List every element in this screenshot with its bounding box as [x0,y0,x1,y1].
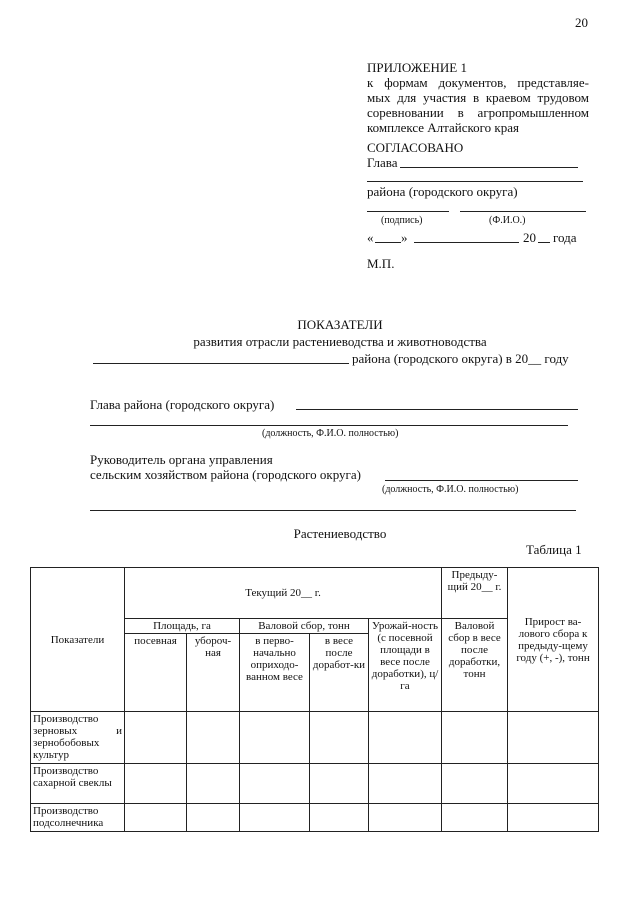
approval-head-line-2[interactable] [367,181,583,182]
agri-head-line[interactable] [385,480,578,481]
name-caption: (Ф.И.О.) [489,215,526,226]
header-prev-year: Предыду-щий 20__ г. [442,568,508,619]
head-of-district-line-2[interactable] [90,425,568,426]
head-of-district-line[interactable] [296,409,578,410]
agri-head-line-2[interactable] [90,510,576,511]
approval-title: СОГЛАСОВАНО [367,140,464,155]
appendix-title: ПРИЛОЖЕНИЕ 1 [367,60,467,75]
table-cell[interactable] [187,764,240,804]
header-area-harvest: убороч-ная [187,634,240,712]
row-label-sunflower: Производство подсолнечника [31,804,125,832]
row-label-sugar-beet: Производство сахарной свеклы [31,764,125,804]
table-cell[interactable] [442,764,508,804]
table-row [31,712,599,764]
table-cell[interactable] [369,764,442,804]
name-line[interactable] [460,211,586,212]
appendix-block [367,60,589,135]
table-row [31,804,599,832]
approval-head-label: Глава [367,155,398,170]
table-cell[interactable] [310,764,369,804]
seal-label: М.П. [367,256,395,271]
crop-indicators-table [30,567,599,832]
header-gross-initial: в перво-начально оприходо-ванном весе [240,634,310,712]
appendix-line-2: мых для участия в краевом трудовом [367,90,589,105]
row-label-grain: Производство зерновых и зернобобовых культур [31,712,125,764]
table-label: Таблица 1 [526,542,582,557]
document-title: ПОКАЗАТЕЛИ [297,317,383,332]
table-cell[interactable] [508,804,599,832]
section-title: Растениеводство [293,526,387,541]
date-year-prefix: 20 [523,230,536,245]
header-indicators: Показатели [31,568,125,712]
table-row [31,764,599,804]
signature-caption: (подпись) [381,215,423,226]
appendix-line-4: комплексе Алтайского края [367,120,519,135]
date-year-line[interactable] [538,242,550,243]
page-number: 20 [575,15,588,30]
header-prev-gross: Валовой сбор в весе после доработки, тонн [442,619,508,712]
table-cell[interactable] [240,804,310,832]
table-cell[interactable] [508,712,599,764]
appendix-line-3: соревновании в агропромышленном [367,105,589,120]
document-subtitle: развития отрасли растениеводства и животноводства [193,334,487,349]
table-cell[interactable] [442,712,508,764]
header-area-sown: посевная [125,634,187,712]
date-month-line[interactable] [414,242,519,243]
agri-head-caption: (должность, Ф.И.О. полностью) [382,484,519,495]
table-cell[interactable] [187,804,240,832]
approval-head-line[interactable] [400,167,578,168]
table-cell[interactable] [240,712,310,764]
table-cell[interactable] [442,804,508,832]
date-open-quote: « [367,230,374,245]
date-day-line[interactable] [375,242,401,243]
header-area: Площадь, га [125,619,240,634]
district-name-line[interactable] [93,363,349,364]
district-year-line: района (городского округа) в 20__ году [352,351,569,366]
head-of-district-label: Глава района (городского округа) [90,397,275,412]
table-cell[interactable] [508,764,599,804]
agri-head-label-1: Руководитель органа управления [90,452,273,467]
table-cell[interactable] [369,712,442,764]
approval-district-label: района (городского округа) [367,184,518,199]
table-cell[interactable] [187,712,240,764]
table-cell[interactable] [369,804,442,832]
table-cell[interactable] [125,804,187,832]
header-gross: Валовой сбор, тонн [240,619,369,634]
table-cell[interactable] [240,764,310,804]
header-gross-after: в весе после доработ-ки [310,634,369,712]
header-yield: Урожай-ность (с посевной площади в весе после доработки), ц/га [369,619,442,712]
appendix-line-1: к формам документов, представляе- [367,75,589,90]
header-current-year: Текущий 20__ г. [125,568,442,619]
table-cell[interactable] [310,804,369,832]
table-cell[interactable] [125,712,187,764]
header-growth: Прирост ва-лового сбора к предыду-щему году (+, -), тонн [508,568,599,712]
table-cell[interactable] [310,712,369,764]
agri-head-label-2: сельским хозяйством района (городского округа) [90,467,361,482]
table-cell[interactable] [125,764,187,804]
date-close-quote: » [401,230,408,245]
signature-line[interactable] [367,211,449,212]
head-of-district-caption: (должность, Ф.И.О. полностью) [262,428,399,439]
date-year-suffix: года [553,230,577,245]
